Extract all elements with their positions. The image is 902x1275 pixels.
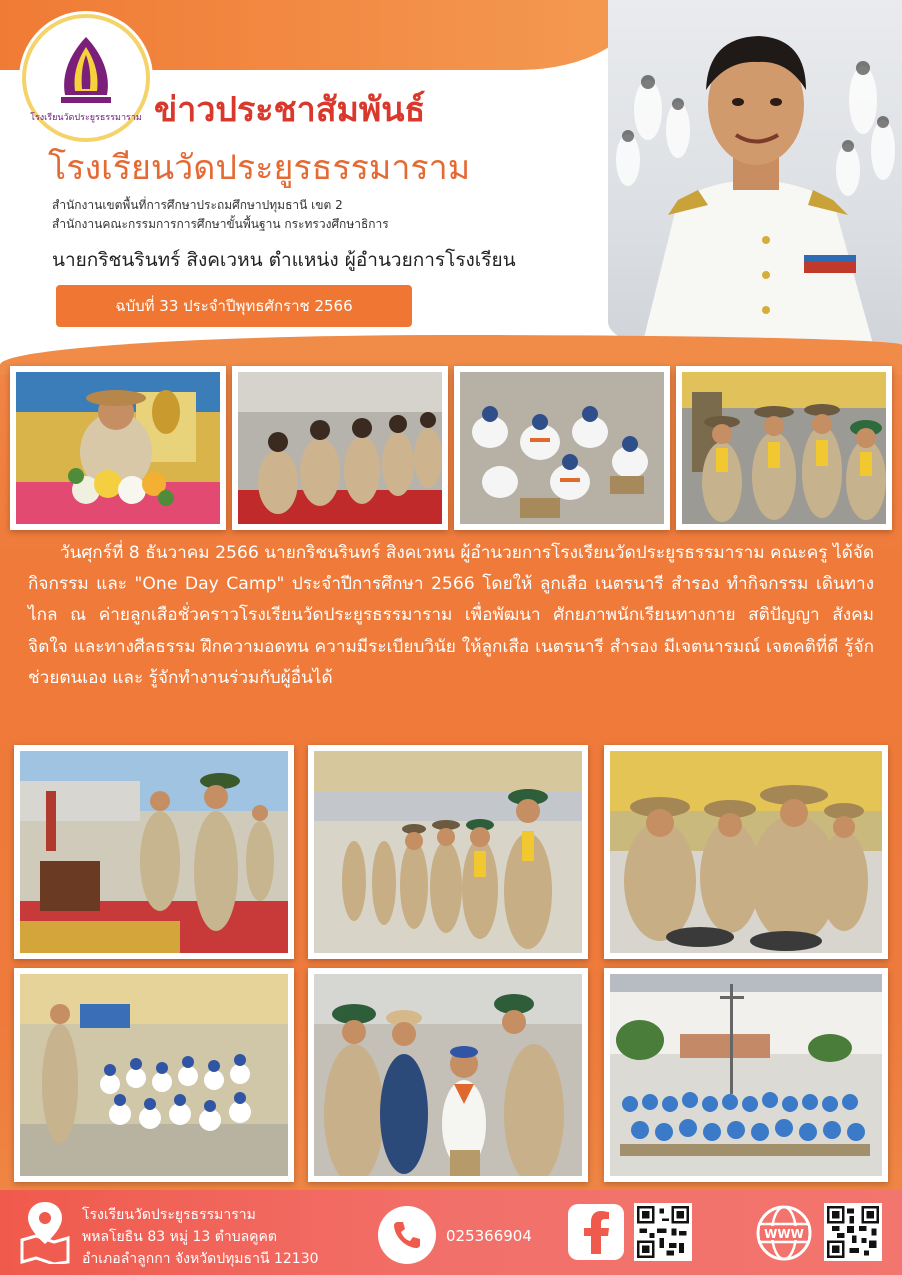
map-pin-icon [18, 1200, 72, 1264]
page-title: ข่าวประชาสัมพันธ์ [154, 90, 426, 130]
photo-scout-teachers [676, 366, 892, 530]
issue-badge: ฉบับที่ 33 ประจำปีพุทธศักราช 2566 [56, 285, 412, 327]
school-logo [22, 14, 150, 142]
photo-students-flagpole [604, 968, 888, 1182]
footer-school-name: โรงเรียนวัดประยูรธรรมาราม [82, 1207, 256, 1223]
footer-address-line-1: พหลโยธิน 83 หมู่ 13 ตำบลคูคต [82, 1229, 278, 1245]
svg-text:WWW: WWW [764, 1227, 804, 1241]
photo-scarf-tying [308, 968, 588, 1182]
qr-code-icon [634, 1203, 692, 1261]
globe-icon[interactable] [754, 1204, 814, 1262]
school-name: โรงเรียนวัดประยูรธรรมาราม [48, 148, 471, 188]
footer-address-line-2: อำเภอลำลูกกา จังหวัดปทุมธานี 12130 [82, 1251, 319, 1267]
photo-students-ground [454, 366, 670, 530]
photo-director-flowers [10, 366, 226, 530]
director-line: นายกริชนรินทร์ สิงคเวหน ตำแหน่ง ผู้อำนวยการโรงเรียน [52, 249, 516, 271]
qr-code-icon [824, 1203, 882, 1261]
office-line-1: สำนักงานเขตพื้นที่การศึกษาประถมศึกษาปทุมธานี เขต 2 [52, 198, 343, 212]
facebook-icon[interactable] [568, 1204, 624, 1260]
article-paragraph: วันศุกร์ที่ 8 ธันวาคม 2566 นายกริชนรินทร์ สิงคเวหน ผู้อำนวยการโรงเรียนวัดประยูรธรรมาราม คณะครู ได้จัดกิจกรรม และ "One Day Camp" ประจำปีการศึกษา 2566 โดยให้ ลูกเสือ เนตรนารี สำรอง ทำกิจกรรม เดินทางไกล ณ ค่ายลูกเสือชั่วคราวโรงเรียนวัดประยูรธรรมาราม เพื่อพัฒนา ศักยภาพนักเรียนทางกาย สติปัญญา สังคม จิตใจ และทางศีลธรรม ฝึกความอดทน ความมีระเบียบวินัย ให้ลูกเสือ เนตรนารี สำรอง มีเจตนารมณ์ เจตคติที่ดี รู้จักช่วยตนเอง และ รู้จักทำงานร่วมกับผู้อื่นได้ [28, 543, 874, 688]
header [0, 0, 902, 365]
footer-phone: 025366904 [446, 1227, 532, 1245]
director-portrait [608, 0, 902, 362]
photo-teachers-drums [604, 745, 888, 959]
article-body [28, 538, 874, 694]
photo-teachers-line [308, 745, 588, 959]
phone-icon [378, 1206, 436, 1264]
footer [0, 1190, 902, 1275]
photo-students-sitting [14, 968, 294, 1182]
photo-teachers-kneeling [232, 366, 448, 530]
office-line-2: สำนักงานคณะกรรมการการศึกษาขั้นพื้นฐาน กระทรวงศึกษาธิการ [52, 217, 389, 231]
logo-caption: โรงเรียนวัดประยูรธรรมาราม [30, 113, 142, 123]
photo-ceremony-altar [14, 745, 294, 959]
